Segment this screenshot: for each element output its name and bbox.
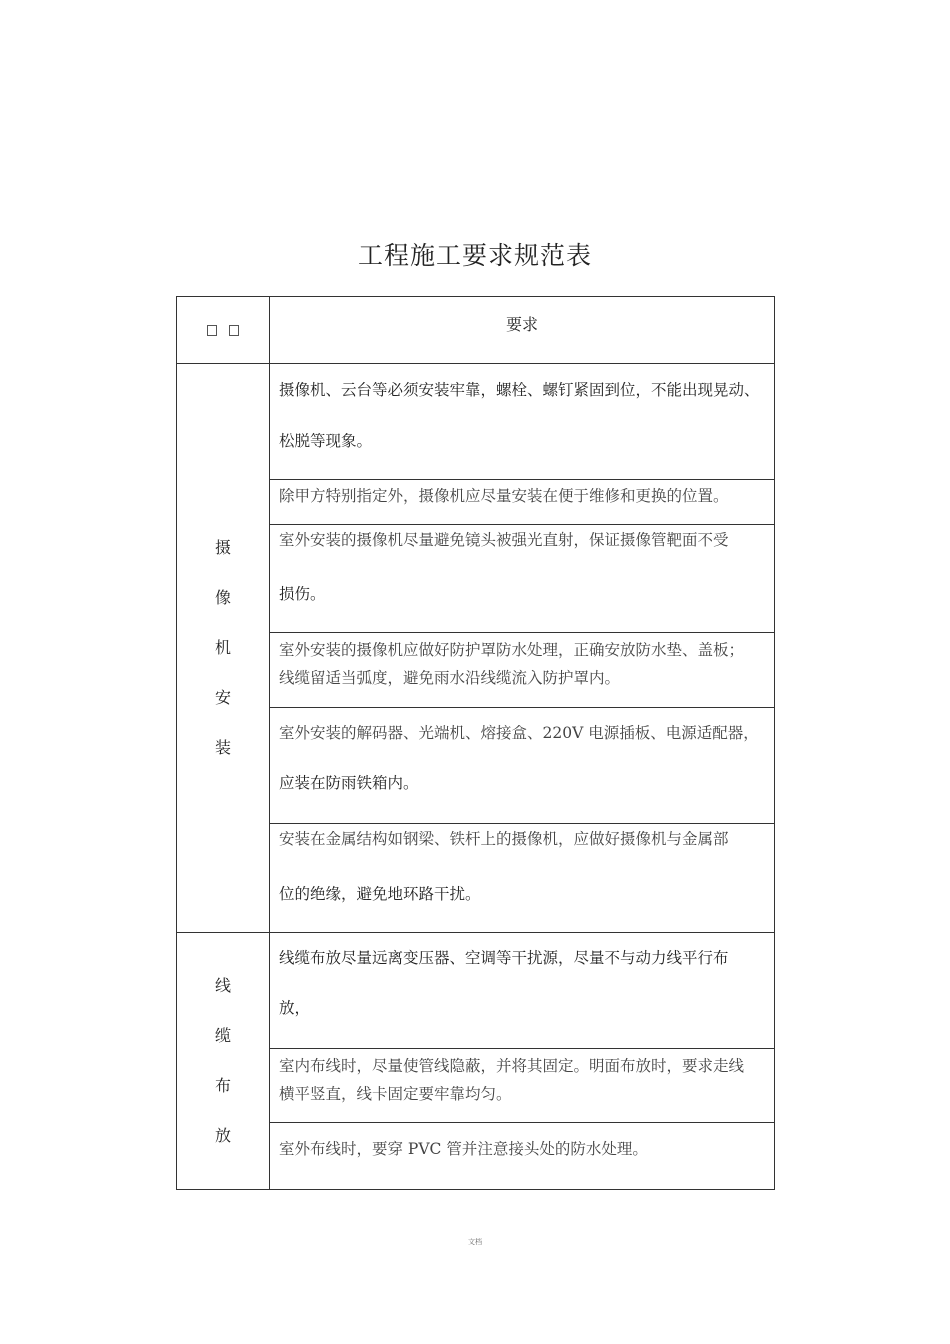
category-char: 机 [214, 638, 231, 657]
missing-glyph-icon [229, 325, 239, 336]
category-char: 放 [214, 1126, 231, 1145]
page-title: 工程施工要求规范表 [357, 241, 592, 270]
table-header-row [177, 297, 775, 364]
requirement-line: 松脱等现象。 [279, 432, 373, 450]
requirement-cell [270, 933, 775, 1049]
requirement-line: 摄像机、云台等必须安装牢靠，螺栓、螺钉紧固到位，不能出现晃动、 [279, 381, 760, 399]
category-char: 摄 [214, 538, 231, 557]
category-char: 像 [214, 588, 231, 607]
header-item-cell [177, 297, 270, 364]
requirement-line: 放， [279, 999, 311, 1017]
requirement-line: 损伤。 [279, 585, 326, 603]
requirement-line: 位的绝缘，避免地环路干扰。 [279, 885, 481, 903]
category-camera-install [177, 364, 270, 933]
category-cable-laying [177, 933, 270, 1190]
requirement-line: 应装在防雨铁箱内。 [279, 774, 419, 792]
requirement-line: 室内布线时，尽量使管线隐蔽，并将其固定。明面布放时，要求走线 [279, 1057, 745, 1075]
requirement-line: 除甲方特别指定外，摄像机应尽量安装在便于维修和更换的位置。 [279, 487, 729, 505]
header-requirement: 要求 [270, 297, 775, 364]
requirement-cell [270, 708, 775, 824]
requirement-cell [270, 364, 775, 480]
requirement-line: 室外安装的摄像机尽量避免镜头被强光直射，保证摄像管靶面不受 [279, 531, 729, 549]
table-row [177, 933, 775, 1049]
category-char: 布 [214, 1076, 231, 1095]
page-footer: 文档 [468, 1238, 482, 1246]
requirement-line: 横平竖直，线卡固定要牢靠均匀。 [279, 1085, 512, 1103]
requirement-cell [270, 525, 775, 633]
requirement-cell [270, 633, 775, 708]
category-char: 缆 [214, 1026, 231, 1045]
requirement-line: 室外布线时，要穿 PVC 管并注意接头处的防水处理。 [279, 1140, 648, 1158]
requirement-cell [270, 480, 775, 525]
requirement-line: 室外安装的解码器、光端机、熔接盒、220V 电源插板、电源适配器， [279, 724, 759, 742]
requirement-cell [270, 1049, 775, 1123]
requirement-line: 室外安装的摄像机应做好防护罩防水处理，正确安放防水垫、盖板； [279, 641, 745, 659]
requirement-line: 安装在金属结构如钢梁、铁杆上的摄像机，应做好摄像机与金属部 [279, 830, 729, 848]
spec-table [176, 296, 775, 1190]
requirement-cell [270, 1123, 775, 1190]
category-char: 线 [214, 976, 231, 995]
category-char: 装 [214, 738, 231, 757]
category-char: 安 [214, 688, 231, 707]
requirement-line: 线缆布放尽量远离变压器、空调等干扰源，尽量不与动力线平行布 [279, 949, 729, 967]
requirement-cell [270, 824, 775, 933]
table-row [177, 364, 775, 480]
requirement-line: 线缆留适当弧度，避免雨水沿线缆流入防护罩内。 [279, 669, 621, 687]
missing-glyph-icon [207, 325, 217, 336]
